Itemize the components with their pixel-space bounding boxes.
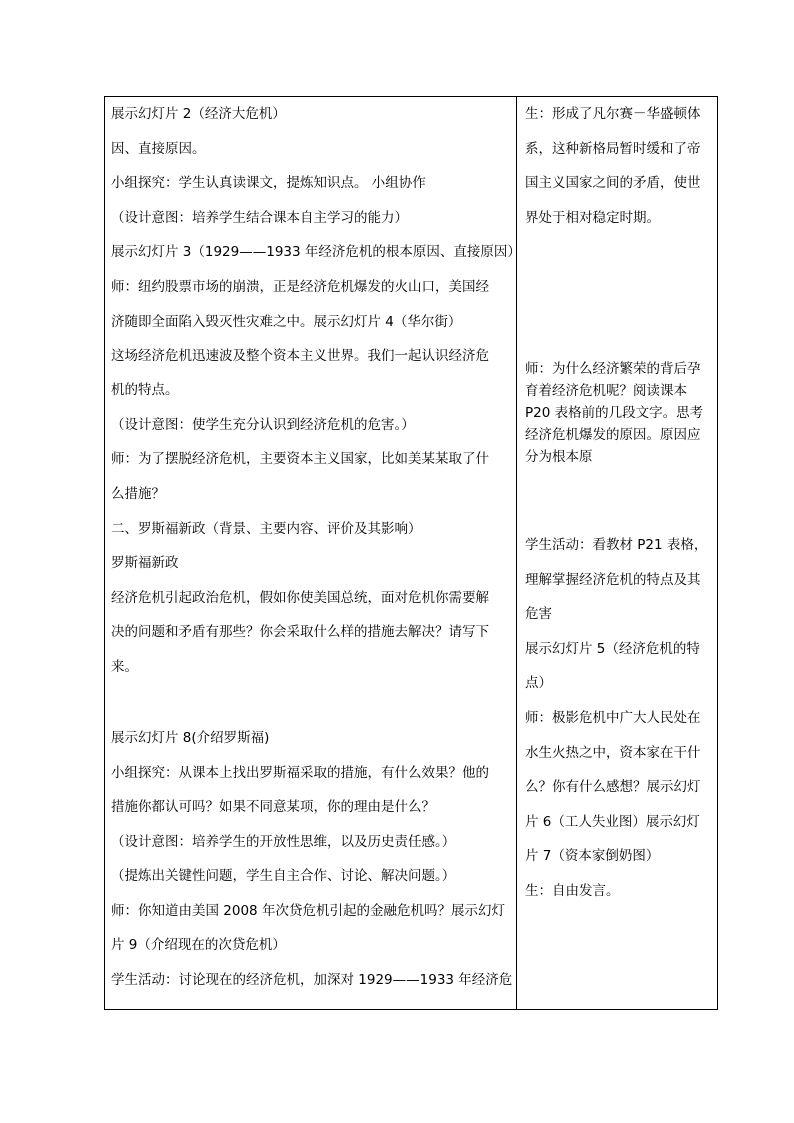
text-line: 二、罗斯福新政（背景、主要内容、评价及其影响） bbox=[111, 521, 422, 537]
text-line: 展示幻灯片 5（经济危机的特 bbox=[525, 641, 700, 657]
text-line: （设计意图：培养学生的开放性思维，以及历史责任感。） bbox=[111, 834, 456, 850]
text-line: 这场经济危机迅速波及整个资本主义世界。我们一起认识经济危 bbox=[111, 348, 489, 364]
text-line: （设计意图：使学生充分认识到经济危机的危害。） bbox=[111, 417, 415, 433]
text-line: 师：你知道由美国 2008 年次贷危机引起的金融危机吗？展示幻灯 bbox=[111, 903, 505, 919]
text-line: 师：极影危机中广大人民处在 bbox=[525, 710, 701, 726]
text-line: 师：为什么经济繁荣的背后孕 bbox=[525, 361, 701, 377]
text-line: 经济危机爆发的原因。原因应 bbox=[525, 427, 701, 443]
text-line: 展示幻灯片 2（经济大危机） bbox=[111, 106, 286, 122]
text-line: 师：纽约股票市场的崩溃，正是经济危机爆发的火山口，美国经 bbox=[111, 279, 489, 295]
text-line: 措施你都认可吗？如果不同意某项，你的理由是什么？ bbox=[111, 799, 435, 815]
text-line: （提炼出关键性问题，学生自主合作、讨论、解决问题。） bbox=[111, 868, 456, 884]
text-line: 片 7（资本家倒奶图） bbox=[525, 848, 660, 864]
text-line: 济随即全面陷入毁灭性灾难之中。展示幻灯片 4（华尔街） bbox=[111, 314, 462, 330]
text-line: P20 表格前的几段文字。思考 bbox=[525, 405, 704, 421]
text-line: 系，这种新格局暂时缓和了帝 bbox=[525, 141, 701, 157]
text-line: 危害 bbox=[525, 606, 552, 622]
text-line: 罗斯福新政 bbox=[111, 555, 179, 571]
text-line: 机的特点。 bbox=[111, 382, 179, 398]
column-divider bbox=[516, 96, 517, 1010]
text-line: 育着经济危机呢？阅读课本 bbox=[525, 383, 687, 399]
text-line: 分为根本原 bbox=[525, 449, 593, 465]
text-line: 学生活动：看教材 P21 表格， bbox=[525, 537, 708, 553]
text-line: 么？你有什么感想？展示幻灯 bbox=[525, 779, 701, 795]
text-line: （设计意图：培养学生结合课本自主学习的能力） bbox=[111, 210, 408, 226]
text-line: 经济危机引起政治危机，假如你使美国总统，面对危机你需要解 bbox=[111, 590, 489, 606]
text-line: 展示幻灯片 8(介绍罗斯福) bbox=[111, 730, 270, 746]
text-line: 水生火热之中，资本家在干什 bbox=[525, 745, 701, 761]
text-line: 展示幻灯片 3（1929——1933 年经济危机的根本原因、直接原因） bbox=[111, 244, 521, 260]
text-line: 小组探究：从课本上找出罗斯福采取的措施，有什么效果？他的 bbox=[111, 765, 489, 781]
text-line: 点） bbox=[525, 675, 552, 691]
text-line: 国主义国家之间的矛盾，使世 bbox=[525, 175, 701, 191]
text-line: 么措施？ bbox=[111, 486, 165, 502]
text-line: 片 6（工人失业图）展示幻灯 bbox=[525, 814, 700, 830]
text-line: 片 9（介绍现在的次贷危机） bbox=[111, 937, 286, 953]
text-line: 因、直接原因。 bbox=[111, 141, 206, 157]
text-line: 生：自由发言。 bbox=[525, 883, 620, 899]
text-line: 生：形成了凡尔赛－华盛顿体 bbox=[525, 106, 701, 122]
text-line: 学生活动：讨论现在的经济危机，加深对 1929——1933 年经济危 bbox=[111, 972, 513, 988]
text-line: 师：为了摆脱经济危机，主要资本主义国家，比如美某某取了什 bbox=[111, 451, 489, 467]
text-line: 理解掌握经济危机的特点及其 bbox=[525, 572, 701, 588]
text-line: 界处于相对稳定时期。 bbox=[525, 210, 660, 226]
text-line: 决的问题和矛盾有那些？你会采取什么样的措施去解决？请写下 bbox=[111, 624, 489, 640]
text-line: 小组探究：学生认真读课文，提炼知识点。 小组协作 bbox=[111, 175, 426, 191]
text-line: 来。 bbox=[111, 659, 138, 675]
